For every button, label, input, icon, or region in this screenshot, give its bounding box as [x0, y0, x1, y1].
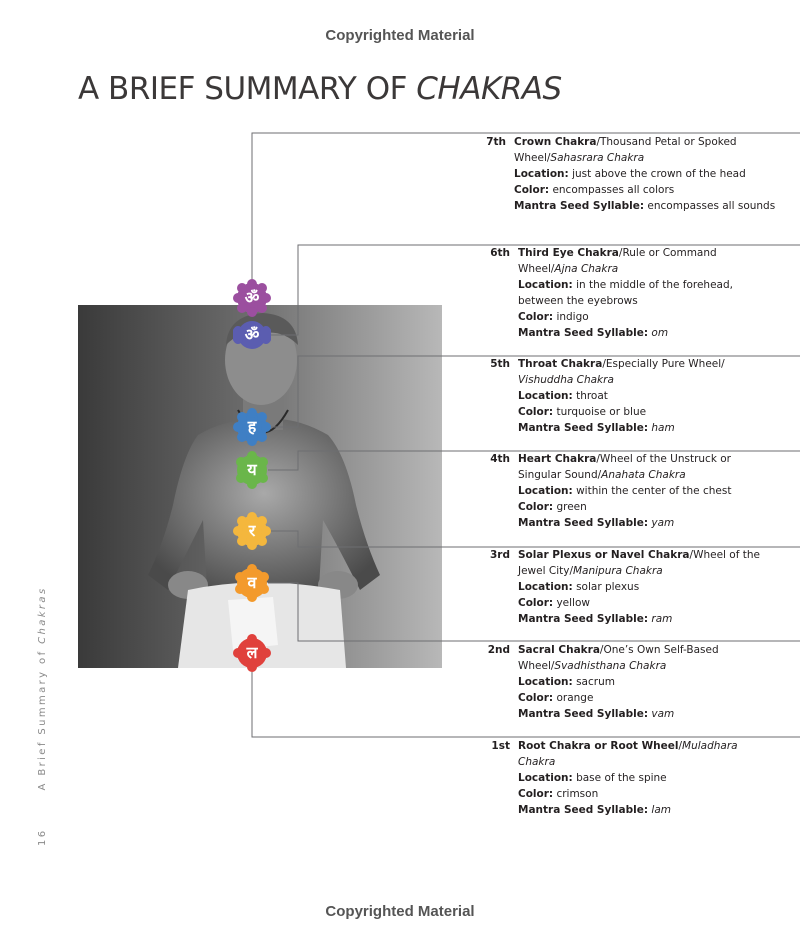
heart-chakra-icon [233, 451, 271, 489]
entry-name-row [518, 245, 796, 261]
entry-number: 3rd [489, 549, 510, 561]
location-value: base of the spine [572, 772, 667, 784]
entry-mantra [518, 706, 796, 722]
color-value: green [553, 501, 587, 513]
chakra-meaning: /One’s Own Self-Based [599, 644, 719, 656]
copyright-watermark-bottom: Copyrighted Material [325, 903, 475, 920]
location-label: Location: [518, 485, 573, 497]
entry-body [518, 642, 796, 722]
chakra-name: Solar Plexus or Navel Chakra [518, 549, 690, 561]
chakra-name: Throat Chakra [518, 358, 603, 370]
section-title: A Brief Summary of [37, 643, 48, 791]
sacral-glyph: व [247, 573, 257, 592]
color-value: orange [553, 692, 594, 704]
entry-location [514, 166, 792, 182]
mantra-value: lam [651, 804, 671, 816]
entry-sanskrit-row [518, 467, 796, 483]
mantra-label: Mantra Seed Syllable: [518, 708, 649, 720]
entry-location [518, 483, 796, 499]
sacral-chakra-icon [233, 564, 271, 602]
entry-name-row [518, 451, 796, 467]
mantra-value: ham [651, 422, 675, 434]
color-label: Color: [518, 597, 554, 609]
mantra-label: Mantra Seed Syllable: [518, 422, 649, 434]
entry-heart [476, 451, 796, 531]
chakra-sanskrit-cont: Chakra [518, 756, 556, 768]
entry-color [518, 499, 796, 515]
chakra-sanskrit: Vishuddha Chakra [518, 374, 614, 386]
mantra-value: om [651, 327, 669, 339]
entry-color [518, 690, 796, 706]
color-value: indigo [553, 311, 589, 323]
color-value: turquoise or blue [553, 406, 647, 418]
entry-sacral [476, 642, 796, 722]
entry-body [518, 451, 796, 531]
chakra-name: Root Chakra or Root Wheel [518, 740, 679, 752]
location-value: solar plexus [572, 581, 640, 593]
entry-body [518, 547, 796, 627]
location-label: Location: [518, 772, 573, 784]
entry-location-cont: between the eyebrows [518, 295, 638, 307]
location-value: throat [572, 390, 608, 402]
entry-color [518, 309, 796, 325]
chakra-meaning: /Wheel of the Unstruck or [596, 453, 731, 465]
page-title-main: A BRIEF SUMMARY OF [78, 71, 417, 107]
root-glyph: ल [246, 643, 258, 662]
location-value: within the center of the chest [572, 485, 732, 497]
section-title-italic: Chakras [37, 586, 48, 644]
location-value: in the middle of the forehead, [572, 279, 733, 291]
entry-name-row [514, 134, 792, 150]
mantra-value: ram [651, 613, 673, 625]
page-title-italic: CHAKRAS [416, 71, 562, 107]
chakra-meaning-cont: Wheel/ [514, 152, 551, 164]
chakra-meaning: / [678, 740, 683, 752]
chakra-sanskrit: Muladhara [682, 740, 738, 752]
entry-location [518, 388, 796, 404]
entry-mantra [518, 325, 796, 341]
mantra-label: Mantra Seed Syllable: [518, 804, 649, 816]
root-chakra-icon [233, 634, 271, 672]
color-value: crimson [553, 788, 599, 800]
entry-sanskrit-row [518, 372, 796, 388]
color-value: encompasses all colors [549, 184, 675, 196]
entry-color [518, 595, 796, 611]
entry-name-row [518, 356, 796, 372]
copyright-watermark-top: Copyrighted Material [325, 27, 475, 44]
entry-mantra [518, 611, 796, 627]
entry-solar-plexus [476, 547, 796, 627]
location-label: Location: [518, 581, 573, 593]
entry-sanskrit-row [518, 754, 796, 770]
entry-crown [472, 134, 792, 214]
chakra-name: Third Eye Chakra [518, 247, 619, 259]
color-label: Color: [518, 788, 554, 800]
location-label: Location: [518, 676, 573, 688]
mantra-label: Mantra Seed Syllable: [518, 613, 649, 625]
chakra-name: Heart Chakra [518, 453, 597, 465]
color-value: yellow [553, 597, 590, 609]
crown-chakra-icon [233, 279, 271, 317]
entry-sanskrit-row [514, 150, 792, 166]
entry-number: 7th [486, 136, 506, 148]
entry-throat [476, 356, 796, 436]
entry-sanskrit-row [518, 658, 796, 674]
color-label: Color: [514, 184, 550, 196]
entry-location [518, 579, 796, 595]
entry-body [518, 245, 796, 341]
location-label: Location: [518, 390, 573, 402]
chakra-sanskrit: Anahata Chakra [601, 469, 686, 481]
chakra-meaning: /Wheel of the [689, 549, 760, 561]
entry-number: 1st [491, 740, 510, 752]
entry-color [514, 182, 792, 198]
chakra-sanskrit: Ajna Chakra [554, 263, 619, 275]
color-label: Color: [518, 501, 554, 513]
color-label: Color: [518, 406, 554, 418]
entry-mantra [518, 802, 796, 818]
location-value: sacrum [572, 676, 615, 688]
chakra-name: Crown Chakra [514, 136, 597, 148]
entry-location [518, 770, 796, 786]
entry-sanskrit-row [518, 563, 796, 579]
mantra-value: encompasses all sounds [644, 200, 776, 212]
chakra-name: Sacral Chakra [518, 644, 600, 656]
chakra-meaning-cont: Wheel/ [518, 263, 555, 275]
page-number: 16 [37, 828, 48, 846]
entry-name-row [518, 738, 796, 754]
crown-glyph: ॐ [244, 288, 260, 307]
third-eye-glyph: ॐ [244, 325, 260, 344]
solar-plexus-chakra-icon [233, 512, 271, 550]
entry-root [476, 738, 796, 818]
chakra-meaning-cont: Wheel/ [518, 660, 555, 672]
entry-body [518, 356, 796, 436]
entry-mantra [518, 515, 796, 531]
throat-chakra-icon [233, 408, 271, 446]
mantra-label: Mantra Seed Syllable: [518, 327, 649, 339]
entry-mantra [518, 420, 796, 436]
color-label: Color: [518, 311, 554, 323]
solar-plexus-glyph: र [248, 521, 256, 540]
entry-body [518, 738, 796, 818]
location-value: just above the crown of the head [568, 168, 746, 180]
throat-glyph: ह [247, 417, 257, 436]
location-label: Location: [518, 279, 573, 291]
entry-sanskrit-row [518, 261, 796, 277]
mantra-value: yam [651, 517, 675, 529]
entry-number: 4th [490, 453, 510, 465]
entry-third-eye [476, 245, 796, 341]
entry-color [518, 404, 796, 420]
mantra-label: Mantra Seed Syllable: [518, 517, 649, 529]
chakra-meaning: /Thousand Petal or Spoked [596, 136, 737, 148]
chakra-meaning: /Especially Pure Wheel/ [602, 358, 725, 370]
entry-number: 2nd [487, 644, 510, 656]
running-footer [37, 586, 48, 846]
chakra-sanskrit: Manipura Chakra [572, 565, 663, 577]
location-label: Location: [514, 168, 569, 180]
entry-number: 6th [490, 247, 510, 259]
entry-location [518, 277, 796, 293]
chakra-meaning-cont: Jewel City/ [518, 565, 573, 577]
chakra-sanskrit: Svadhisthana Chakra [554, 660, 667, 672]
chakra-meaning-cont: Singular Sound/ [518, 469, 602, 481]
entry-number: 5th [490, 358, 510, 370]
entry-mantra [514, 198, 792, 214]
chakra-meaning: /Rule or Command [618, 247, 717, 259]
entry-color [518, 786, 796, 802]
third-eye-chakra-icon [233, 316, 271, 354]
mantra-value: vam [651, 708, 675, 720]
entry-body [514, 134, 792, 214]
entry-name-row [518, 642, 796, 658]
entry-name-row [518, 547, 796, 563]
heart-glyph: य [247, 460, 257, 479]
entry-location [518, 674, 796, 690]
chakra-sanskrit: Sahasrara Chakra [550, 152, 645, 164]
mantra-label: Mantra Seed Syllable: [514, 200, 645, 212]
color-label: Color: [518, 692, 554, 704]
